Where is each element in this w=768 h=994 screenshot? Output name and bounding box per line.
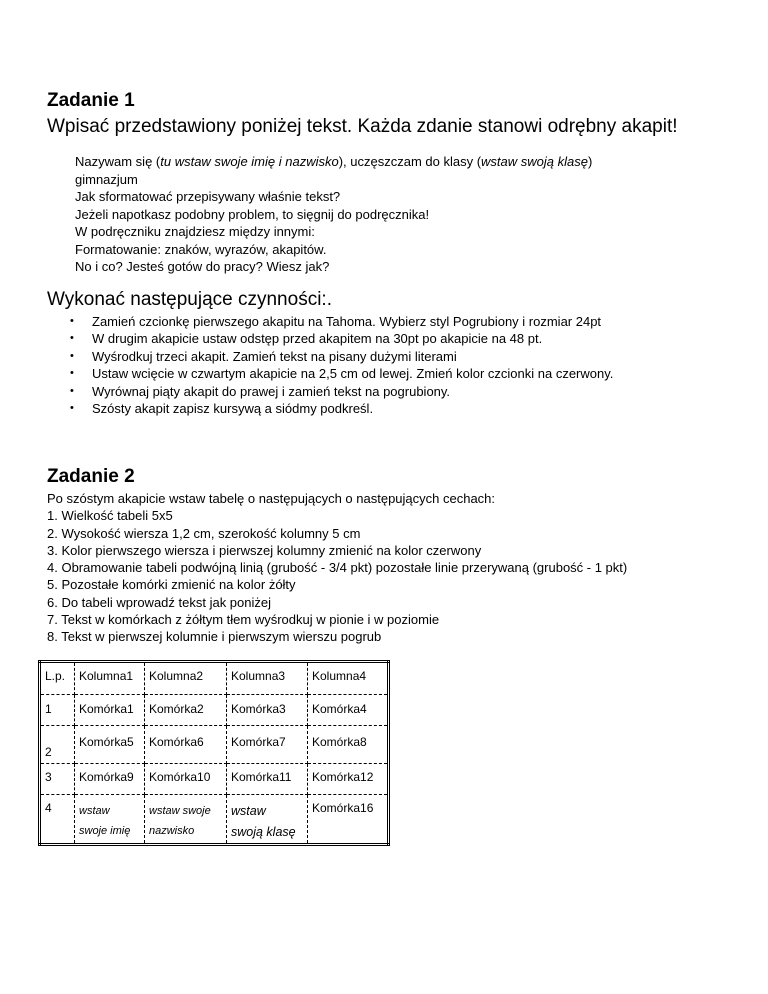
- zadanie2-line: 5. Pozostałe komórki zmienić na kolor żółty: [47, 577, 296, 593]
- table-cell: 3: [40, 764, 75, 795]
- table-cell: 1: [40, 695, 75, 726]
- table-cell: [75, 795, 145, 845]
- sample-table: [38, 660, 390, 846]
- list-item-text: W drugim akapicie ustaw odstęp przed akapitem na 30pt po akapicie na 48 pt.: [92, 331, 543, 347]
- text-span: ), uczęszczam do klasy (: [338, 154, 482, 169]
- zadanie2-line: 8. Tekst w pierwszej kolumnie i pierwszym wierszu pogrub: [47, 629, 382, 645]
- czynnosci-list: [70, 313, 613, 417]
- table-cell: Kolumna4: [308, 662, 389, 695]
- table-cell: Komórka5: [75, 726, 145, 764]
- bullet-icon: •: [70, 349, 74, 362]
- list-item-text: Ustaw wcięcie w czwartym akapicie na 2,5 cm od lewej. Zmień kolor czcionki na czerwony.: [92, 366, 614, 382]
- cell-line: nazwisko: [149, 825, 195, 837]
- paragraph-line-5: W podręczniku znajdziesz między innymi:: [75, 224, 315, 239]
- list-item: [70, 330, 613, 347]
- paragraph-line-7: No i co? Jesteś gotów do pracy? Wiesz jak?: [75, 259, 330, 274]
- cell-line: wstaw swoje: [149, 805, 211, 817]
- list-item-text: Wyśrodkuj trzeci akapit. Zamień tekst na pisany dużymi literami: [92, 348, 457, 364]
- zadanie2-line: 2. Wysokość wiersza 1,2 cm, szerokość kolumny 5 cm: [47, 525, 361, 541]
- czynnosci-title: Wykonać następujące czynności:.: [47, 289, 332, 310]
- table-cell: Komórka12: [308, 764, 389, 795]
- table-cell: Komórka4: [308, 695, 389, 726]
- table-row: [40, 662, 389, 695]
- paragraph-line-4: Jeżeli napotkasz podobny problem, to sięgnij do podręcznika!: [75, 206, 430, 222]
- table-row: [40, 726, 389, 764]
- cell-line: swoje imię: [79, 825, 131, 837]
- list-item-text: Szósty akapit zapisz kursywą a siódmy podkreśl.: [92, 401, 374, 417]
- list-item: [70, 348, 613, 365]
- zadanie2-title: Zadanie 2: [47, 466, 135, 487]
- zadanie2-intro: Po szóstym akapicie wstaw tabelę o następujących o następujących cechach:: [47, 491, 496, 506]
- paragraph-line-2: gimnazjum: [75, 171, 138, 187]
- paragraph-line-3: Jak sformatować przepisywany właśnie tekst?: [75, 189, 341, 204]
- zadanie2-line: 7. Tekst w komórkach z żółtym tłem wyśrodkuj w pionie i w poziomie: [47, 612, 440, 628]
- zadanie2-line: 1. Wielkość tabeli 5x5: [47, 508, 173, 524]
- zadanie2-line: 3. Kolor pierwszego wiersza i pierwszej kolumny zmienić na kolor czerwony: [47, 542, 482, 558]
- bullet-icon: •: [70, 384, 74, 397]
- table-cell: Komórka9: [75, 764, 145, 795]
- table-cell: Komórka1: [75, 695, 145, 726]
- italic-span: wstaw swoją klasę: [481, 154, 588, 169]
- table-cell: Komórka6: [145, 726, 227, 764]
- list-item: [70, 383, 613, 400]
- bullet-icon: •: [70, 402, 74, 415]
- table-cell: 2: [40, 726, 75, 764]
- table-cell: Komórka11: [227, 764, 308, 795]
- table-cell: Komórka3: [227, 695, 308, 726]
- table-cell: Komórka8: [308, 726, 389, 764]
- list-item-text: Zamień czcionkę pierwszego akapitu na Tahoma. Wybierz styl Pogrubiony i rozmiar 24pt: [92, 314, 602, 329]
- cell-line: swoją klasę: [231, 825, 296, 839]
- table-row: [40, 795, 389, 845]
- table-row: [40, 764, 389, 795]
- table-cell: Komórka16: [308, 795, 389, 845]
- table-cell: Kolumna3: [227, 662, 308, 695]
- zadanie1-paragraph: [75, 153, 715, 276]
- text-span: ): [587, 154, 593, 169]
- table-row: [40, 695, 389, 726]
- paragraph-line-1: [75, 153, 715, 171]
- table-cell: L.p.: [40, 662, 75, 695]
- zadanie2-line: 4. Obramowanie tabeli podwójną linią (grubość - 3/4 pkt) pozostałe linie przerywaną (grubość - 1 pkt): [47, 560, 628, 576]
- bullet-icon: •: [70, 332, 74, 345]
- paragraph-line-6: Formatowanie: znaków, wyrazów, akapitów.: [75, 241, 327, 257]
- table-cell: [145, 795, 227, 845]
- cell-line: wstaw: [79, 805, 110, 817]
- table-cell: [227, 795, 308, 845]
- table-cell: Kolumna1: [75, 662, 145, 695]
- list-item-text: Wyrównaj piąty akapit do prawej i zamień tekst na pogrubiony.: [92, 383, 451, 399]
- table-cell: Kolumna2: [145, 662, 227, 695]
- list-item: [70, 400, 613, 417]
- zadanie2-instructions: [47, 490, 627, 646]
- table-cell: 4: [40, 795, 75, 845]
- italic-span: tu wstaw swoje imię i nazwisko: [160, 154, 339, 169]
- bullet-icon: •: [70, 367, 74, 380]
- table-cell: Komórka2: [145, 695, 227, 726]
- cell-line: wstaw: [231, 804, 266, 818]
- zadanie1-title: Zadanie 1: [47, 90, 135, 111]
- zadanie1-instruction: Wpisać przedstawiony poniżej tekst. Każda zdanie stanowi odrębny akapit!: [47, 116, 678, 137]
- text-span: Nazywam się (: [75, 154, 161, 169]
- list-item: [70, 365, 613, 382]
- zadanie2-line: 6. Do tabeli wprowadź tekst jak poniżej: [47, 594, 272, 610]
- table-cell: Komórka10: [145, 764, 227, 795]
- bullet-icon: •: [70, 315, 74, 327]
- table-cell: Komórka7: [227, 726, 308, 764]
- list-item: [70, 313, 613, 330]
